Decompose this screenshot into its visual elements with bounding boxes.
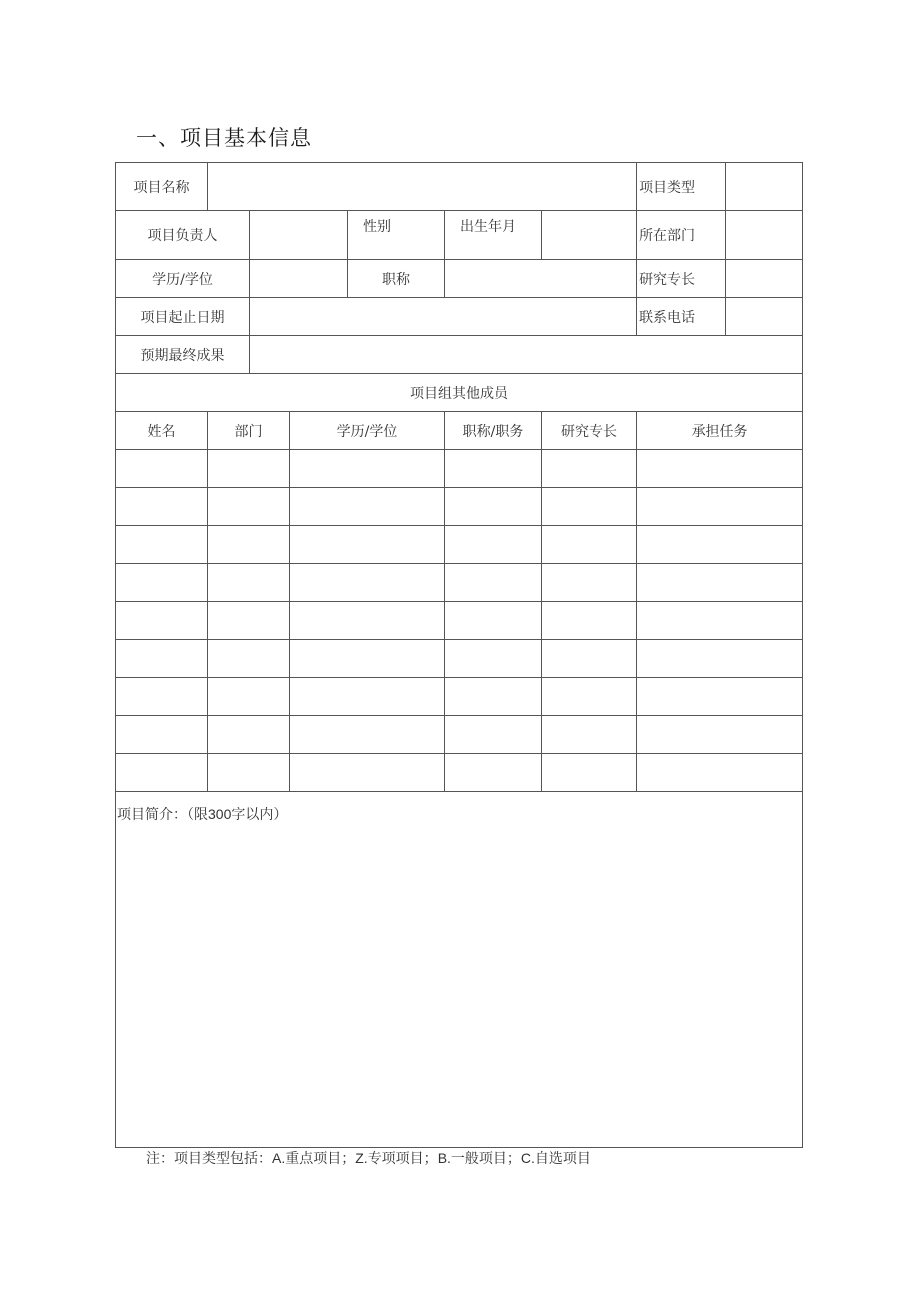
member-row [116,526,803,564]
member-education-cell[interactable] [290,564,445,602]
member-specialty-cell[interactable] [542,526,637,564]
specialty-field[interactable] [726,260,803,298]
member-specialty-cell[interactable] [542,488,637,526]
footnote-c-text: 自选项目 [534,1151,591,1167]
label-specialty: 研究专长 [637,260,726,298]
member-specialty-cell[interactable] [542,640,637,678]
row-leader [116,211,803,260]
member-department-cell[interactable] [208,602,290,640]
result-field[interactable] [250,336,803,374]
label-gender: 性别 [348,211,445,260]
footnote [146,1148,591,1168]
intro-label-suffix: 字以内） [231,807,288,823]
section-title: 一、项目基本信息 [136,126,312,150]
members-header: 项目组其他成员 [116,374,803,412]
label-period: 项目起止日期 [116,298,250,336]
member-education-cell[interactable] [290,450,445,488]
row-result [116,336,803,374]
member-task-cell[interactable] [637,716,803,754]
member-row [116,602,803,640]
label-project-type: 项目类型 [637,163,726,211]
member-name-cell[interactable] [116,602,208,640]
member-title-cell[interactable] [445,450,542,488]
footnote-prefix: 注：项目类型包括： [146,1151,272,1167]
member-title-cell[interactable] [445,754,542,792]
intro-field[interactable] [116,792,803,1148]
member-specialty-cell[interactable] [542,602,637,640]
member-title-cell[interactable] [445,488,542,526]
members-column-headers [116,412,803,450]
member-specialty-cell[interactable] [542,450,637,488]
label-result: 预期最终成果 [116,336,250,374]
member-education-cell[interactable] [290,716,445,754]
intro-label-number: 300 [208,806,232,822]
member-title-cell[interactable] [445,526,542,564]
row-period [116,298,803,336]
member-specialty-cell[interactable] [542,716,637,754]
row-intro [116,792,803,1148]
member-department-cell[interactable] [208,450,290,488]
member-department-cell[interactable] [208,526,290,564]
member-row [116,678,803,716]
intro-label-prefix: 项目简介：（限 [117,807,208,823]
member-name-cell[interactable] [116,488,208,526]
label-department: 所在部门 [637,211,726,260]
member-task-cell[interactable] [637,526,803,564]
gender-birth-field[interactable] [542,211,637,260]
member-name-cell[interactable] [116,716,208,754]
col-header-name: 姓名 [116,412,208,450]
project-type-field[interactable] [726,163,803,211]
footnote-b-code: B. [437,1150,451,1166]
member-name-cell[interactable] [116,450,208,488]
member-row [116,488,803,526]
member-department-cell[interactable] [208,754,290,792]
footnote-z-text: 专项项目； [367,1151,438,1167]
member-education-cell[interactable] [290,602,445,640]
member-row [116,754,803,792]
member-task-cell[interactable] [637,564,803,602]
member-title-cell[interactable] [445,602,542,640]
label-leader: 项目负责人 [116,211,250,260]
member-specialty-cell[interactable] [542,754,637,792]
member-department-cell[interactable] [208,564,290,602]
project-name-field[interactable] [208,163,637,211]
member-title-cell[interactable] [445,640,542,678]
period-field[interactable] [250,298,637,336]
member-education-cell[interactable] [290,678,445,716]
member-title-cell[interactable] [445,678,542,716]
member-row [116,640,803,678]
member-department-cell[interactable] [208,716,290,754]
col-header-department: 部门 [208,412,290,450]
footnote-a-code: A. [272,1150,286,1166]
col-header-education: 学历/学位 [290,412,445,450]
col-header-task: 承担任务 [637,412,803,450]
member-education-cell[interactable] [290,754,445,792]
member-task-cell[interactable] [637,640,803,678]
footnote-z-code: Z. [355,1150,368,1166]
col-header-specialty: 研究专长 [542,412,637,450]
member-title-cell[interactable] [445,716,542,754]
member-row [116,716,803,754]
member-row [116,564,803,602]
member-task-cell[interactable] [637,488,803,526]
col-header-title: 职称/职务 [445,412,542,450]
member-name-cell[interactable] [116,754,208,792]
member-task-cell[interactable] [637,602,803,640]
education-field[interactable] [250,260,348,298]
row-project-name [116,163,803,211]
member-department-cell[interactable] [208,488,290,526]
footnote-c-code: C. [520,1150,535,1166]
leader-field[interactable] [250,211,348,260]
label-phone: 联系电话 [637,298,726,336]
label-birth: 出生年月 [445,211,542,260]
member-department-cell[interactable] [208,640,290,678]
department-field[interactable] [726,211,803,260]
label-title: 职称 [348,260,445,298]
footnote-a-text: 重点项目； [285,1151,356,1167]
member-department-cell[interactable] [208,678,290,716]
member-title-cell[interactable] [445,564,542,602]
row-education [116,260,803,298]
label-education: 学历/学位 [116,260,250,298]
member-specialty-cell[interactable] [542,564,637,602]
member-task-cell[interactable] [637,450,803,488]
member-name-cell[interactable] [116,678,208,716]
title-field[interactable] [445,260,637,298]
member-specialty-cell[interactable] [542,678,637,716]
member-task-cell[interactable] [637,754,803,792]
member-name-cell[interactable] [116,640,208,678]
member-row [116,450,803,488]
member-name-cell[interactable] [116,526,208,564]
footnote-b-text: 一般项目； [450,1151,521,1167]
member-task-cell[interactable] [637,678,803,716]
member-education-cell[interactable] [290,488,445,526]
project-info-table [115,162,803,1148]
row-members-header [116,374,803,412]
member-education-cell[interactable] [290,640,445,678]
label-project-name: 项目名称 [116,163,208,211]
member-name-cell[interactable] [116,564,208,602]
phone-field[interactable] [726,298,803,336]
member-education-cell[interactable] [290,526,445,564]
